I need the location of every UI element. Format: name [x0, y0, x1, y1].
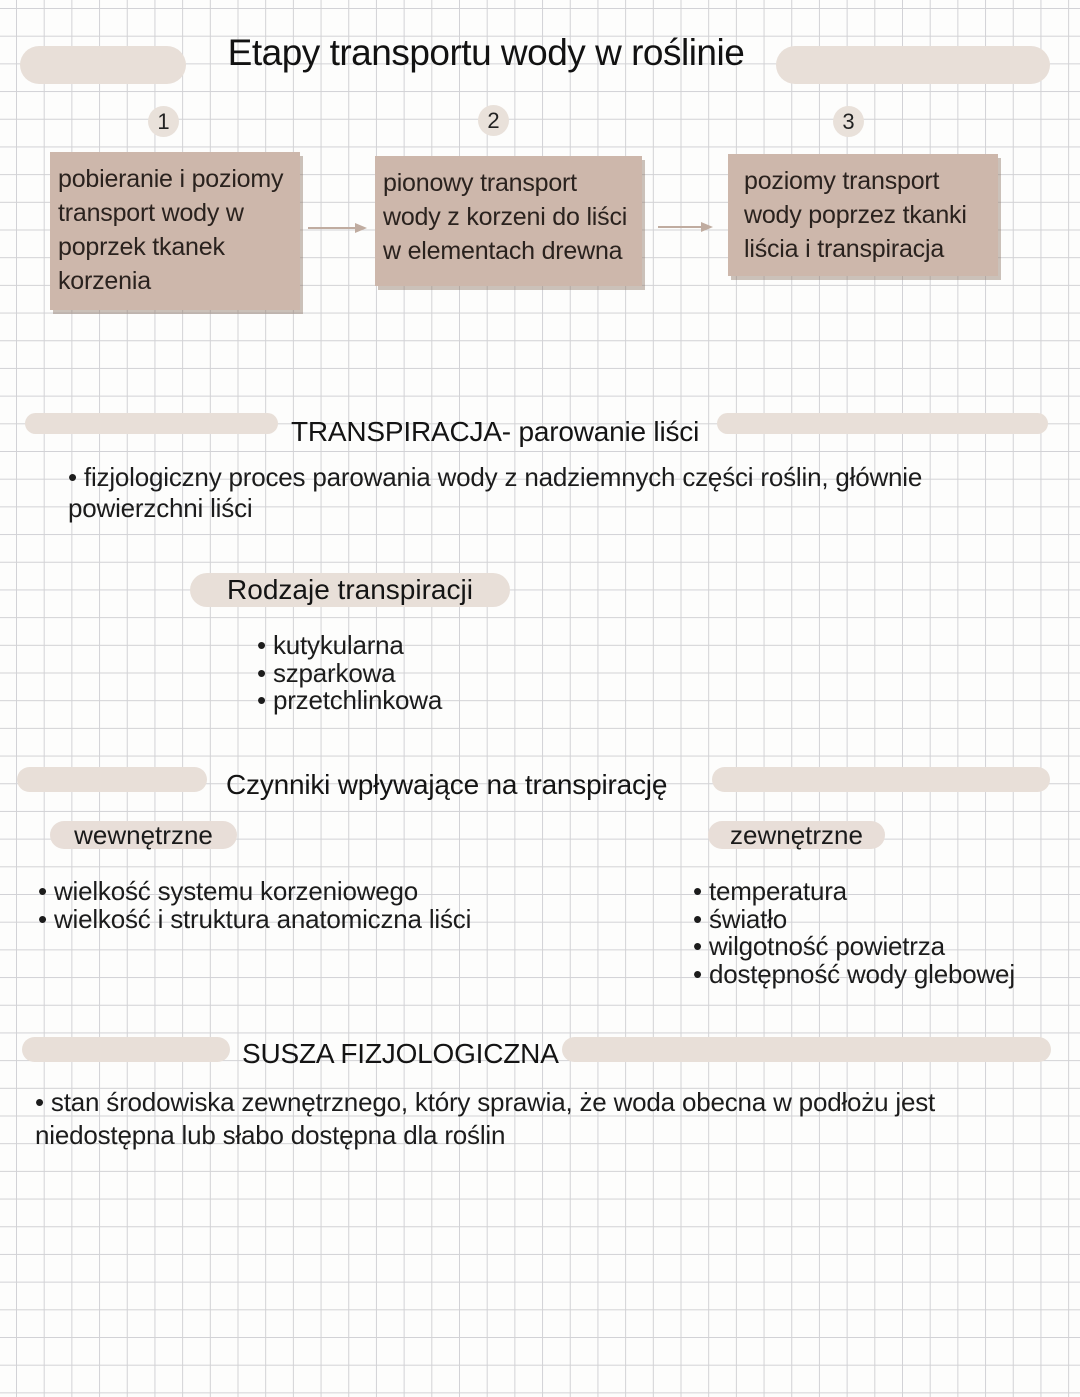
transpiration-heading: TRANSPIRACJA- parowanie liści: [291, 416, 700, 447]
types-heading: Rodzaje transpiracji: [190, 573, 510, 607]
flow-step-1-line: poprzek tkanek: [58, 233, 225, 261]
flow-step-3-number: 3: [833, 106, 864, 137]
list-item: • wilgotność powietrza: [693, 933, 1015, 961]
list-item: • dostępność wody glebowej: [693, 961, 1015, 989]
flow-step-2-box: [375, 156, 642, 286]
transpiration-highlight-right: [717, 413, 1048, 434]
flow-arrow-2-icon: [658, 226, 702, 228]
factors-highlight-left: [17, 767, 207, 792]
flow-step-2-line: pionowy transport: [383, 169, 577, 197]
drought-highlight-right: [562, 1037, 1051, 1062]
definition-line: • fizjologiczny proces parowania wody z nadziemnych części roślin, głównie: [68, 462, 923, 492]
factors-highlight-right: [712, 767, 1050, 792]
flow-step-1-line: pobieranie i poziomy: [58, 165, 284, 193]
flow-step-2-line: wody z korzeni do liści: [383, 203, 628, 231]
flow-step-3-line: poziomy transport: [744, 167, 940, 195]
external-factors-list: [693, 878, 1015, 988]
flow-step-1-line: transport wody w: [58, 199, 244, 227]
flow-step-2-line: w elementach drewna: [383, 237, 623, 265]
transpiration-definition: [68, 462, 922, 524]
flow-step-3-box: [728, 154, 998, 276]
internal-factors-list: [38, 878, 471, 933]
factors-heading: Czynniki wpływające na transpirację: [226, 769, 668, 800]
definition-line: powierzchni liści: [68, 493, 253, 523]
list-item: • temperatura: [693, 878, 1015, 906]
flow-step-3-line: liścia i transpiracja: [744, 235, 945, 263]
types-list: [257, 632, 442, 715]
list-item: • wielkość i struktura anatomiczna liści: [38, 906, 471, 934]
drought-definition: [35, 1086, 935, 1152]
flow-step-1-line: korzenia: [58, 267, 151, 295]
page-title: Etapy transportu wody w roślinie: [227, 32, 745, 73]
flow-step-3-line: wody poprzez tkanki: [744, 201, 967, 229]
list-item: • wielkość systemu korzeniowego: [38, 878, 471, 906]
transpiration-highlight-left: [25, 413, 278, 434]
title-highlight-left: [20, 46, 186, 84]
drought-highlight-left: [22, 1037, 230, 1062]
list-item: • szparkowa: [257, 660, 442, 688]
list-item: • światło: [693, 906, 1015, 934]
flow-arrow-1-icon: [308, 227, 356, 229]
title-highlight-right: [776, 46, 1050, 84]
flow-step-1-box: [50, 152, 300, 310]
flow-step-1-number: 1: [148, 106, 179, 137]
definition-line: niedostępna lub słabo dostępna dla roślin: [35, 1120, 506, 1150]
list-item: • przetchlinkowa: [257, 687, 442, 715]
internal-factors-label: wewnętrzne: [50, 821, 237, 849]
external-factors-label: zewnętrzne: [708, 821, 885, 849]
definition-line: • stan środowiska zewnętrznego, który sprawia, że woda obecna w podłożu jest: [35, 1087, 936, 1117]
list-item: • kutykularna: [257, 632, 442, 660]
flow-step-2-number: 2: [478, 105, 509, 136]
drought-heading: SUSZA FIZJOLOGICZNA: [242, 1038, 559, 1069]
